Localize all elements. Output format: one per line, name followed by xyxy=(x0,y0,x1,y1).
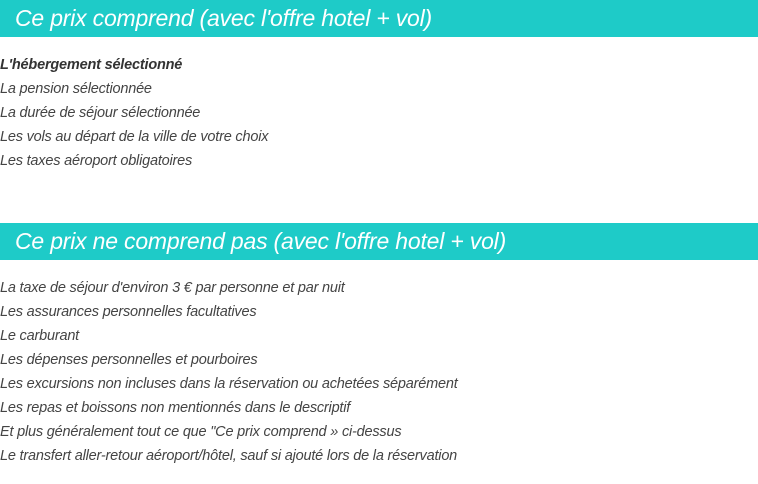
excluded-item: La taxe de séjour d'environ 3 € par personne et par nuit xyxy=(0,280,345,296)
included-item: L'hébergement sélectionné xyxy=(0,57,183,73)
excluded-item: Les repas et boissons non mentionnés dans le descriptif xyxy=(0,400,351,416)
excluded-item: Les assurances personnelles facultatives xyxy=(0,304,257,320)
excluded-section-header xyxy=(0,223,758,260)
included-item: Les vols au départ de la ville de votre choix xyxy=(0,129,269,145)
included-section-header xyxy=(0,0,758,37)
included-section-title: Ce prix comprend (avec l'offre hotel + vol) xyxy=(15,5,433,31)
excluded-item: Le transfert aller-retour aéroport/hôtel, sauf si ajouté lors de la réservation xyxy=(0,448,458,464)
excluded-item: Les excursions non incluses dans la réservation ou achetées séparément xyxy=(0,376,458,392)
excluded-item: Le carburant xyxy=(0,328,80,344)
included-item: Les taxes aéroport obligatoires xyxy=(0,153,193,169)
excluded-item: Et plus généralement tout ce que "Ce prix comprend » ci-dessus xyxy=(0,424,402,440)
excluded-item: Les dépenses personnelles et pourboires xyxy=(0,352,258,368)
excluded-items-list xyxy=(0,276,458,468)
included-item: La pension sélectionnée xyxy=(0,81,152,97)
included-items-list xyxy=(0,53,268,173)
excluded-section-title: Ce prix ne comprend pas (avec l'offre hotel + vol) xyxy=(15,228,507,254)
included-item: La durée de séjour sélectionnée xyxy=(0,105,201,121)
